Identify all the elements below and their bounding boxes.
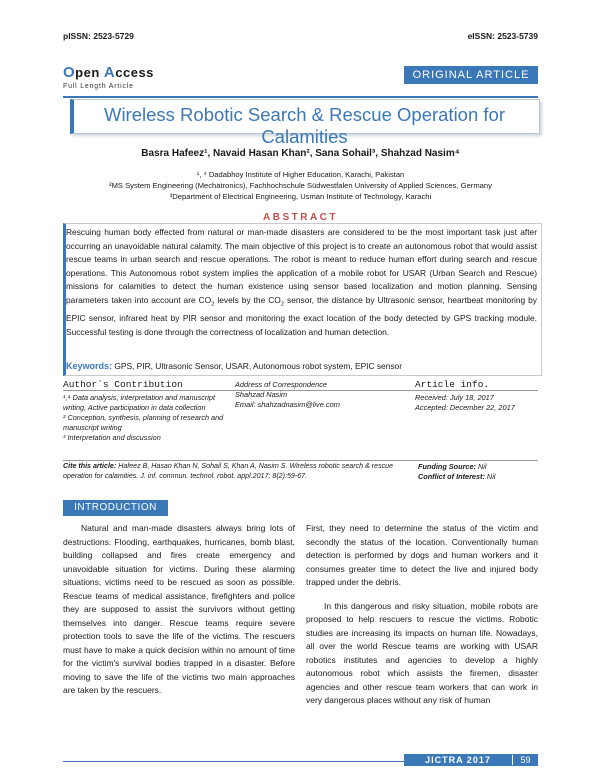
citation-block <box>63 462 408 481</box>
contribution-item: ¹,⁴ Data analysis, interpretation and manuscript writing, Active participation in data collection <box>63 393 216 412</box>
correspondence-name: Shahzad Nasim <box>235 390 288 399</box>
keywords-list: GPS, PIR, Ultrasonic Sensor, USAR, Autonomous robot system, EPIC sensor <box>112 361 402 371</box>
eissn-label: eISSN: 2523-5739 <box>467 31 538 41</box>
original-article-label: ORIGINAL ARTICLE <box>412 69 530 81</box>
correspondence-email: Email: shahzadnasim@live.com <box>235 400 340 409</box>
correspondence-heading: Address of Correspondence <box>235 380 328 389</box>
co2-subscript-2: 2 <box>280 301 285 308</box>
paper-title: Wireless Robotic Search & Rescue Operation for Calamities <box>103 104 505 147</box>
introduction-heading: INTRODUCTION <box>74 502 157 513</box>
funding-label: Funding Source: <box>418 462 476 471</box>
co2-subscript-1: 2 <box>211 301 215 308</box>
funding-source <box>418 462 538 472</box>
abstract-heading: ABSTRACT <box>263 212 338 223</box>
contribution-item: ³ Interpretation and discussion <box>63 433 161 442</box>
article-info-heading: Article info. <box>415 379 490 390</box>
intro-paragraph: Natural and man-made disasters always bring lots of destructions. Flooding, earthquakes, hurricanes, bomb blast, building collapsed and fires create emergency and unavoidable situation for victims. During these alarming situations, victims need to be rescued as soon as possible. Rescue teams of medical assistance, firefighters and police they are supposed to assist the survivors without getting themselves into danger. Rescue teams require severe protection tools to save the life of the victims. The rescuers must have to make a quick decision within no amount of time for the victim's survival bodies trapped in a disaster. Before moving to save the life of the victims two main approaches are taken by the rescuers. <box>63 523 295 695</box>
abstract-text <box>66 226 537 339</box>
intro-paragraph: First, they need to determine the status of the victim and secondly the status of the location. Conventionally human detection is performed by dogs and human workers and it consumes greater time to detect the live and injured body trapped under the debris. <box>306 523 538 587</box>
intro-paragraph: In this dangerous and risky situation, mobile robots are proposed to help rescuers to rescue the victims. Robotic studies are increasing its impacts on human life. Nowadays, all over the world Rescue teams are working with USAR robotics institutes and agencies to develop a highly autonomous robot which assists the firemen, disaster agencies and other rescue team workers that can work in very dangerous places without any risk of human <box>306 600 538 705</box>
pissn-label: pISSN: 2523-5729 <box>63 31 134 41</box>
open-access-a: A <box>103 64 116 81</box>
author-contributions <box>63 393 228 444</box>
funding-block <box>418 462 538 482</box>
received-date: Received: July 18, 2017 <box>415 393 494 402</box>
right-column <box>306 522 538 708</box>
funding-value: Nil <box>475 462 487 471</box>
full-length-article-label: Full Length Article <box>63 83 134 90</box>
abstract-text-part2: levels by the CO <box>214 294 281 305</box>
affiliation-2: ²MS System Engineering (Mechatronics), Fachhochschule Südwestfalen University of Applied Sciences, Germany <box>109 181 492 190</box>
open-access-o: O <box>63 64 76 81</box>
journal-name: JICTRA 2017 <box>425 755 491 765</box>
abstract-text-part3: sensor, the distance by Ultrasonic sensor, heartbeat monitoring by EPIC sensor, infrared heat by PIR sensor and monitoring the exact location of the body detected by GPS tracking module. Successful testing is done through the correctness of localization and human detection. <box>66 294 537 337</box>
correspondence-block <box>235 380 410 410</box>
author-contribution-heading: Author`s Contribution <box>63 379 183 390</box>
cite-text: Hafeez B, Hasan Khan N, Sohail S, Khan A, Nasim S. Wireless robotic search & rescue operation for calamities. J. inf. commun. technol. robot. appl.2017; 8(2):59-67. <box>63 462 394 480</box>
article-dates <box>415 393 540 413</box>
abstract-text-part1: Rescuing human body effected from natural or man-made disasters are considered to be the most important task just after occurring an unavoidable natural calamity. The main objective of this project is to create an autonomous robot that would assist rescue teams in urban search and rescue operations. The robot is meant to reduce human effort during search and rescue operations. This Autonomous robot system implies the application of a mobile robot for USAR (Urban Search and Rescue) missions for calamities to detect the human existence using sensor based localization and motion planning. Sensing parameters taken into account are CO <box>66 227 537 305</box>
cite-label: Cite this article: <box>63 462 117 470</box>
left-column <box>63 522 295 698</box>
header-rule <box>63 96 538 98</box>
open-access-ccess: ccess <box>115 65 154 80</box>
conflict-value: Nil <box>484 472 496 481</box>
affiliation-1: ¹, ⁴ Dadabhoy Institute of Higher Education, Karachi, Pakistan <box>196 170 405 179</box>
conflict-label: Conflict of Interest: <box>418 472 485 481</box>
keywords-line <box>66 361 537 371</box>
open-access-pen: pen <box>75 65 104 80</box>
page-number: 59 <box>520 755 531 765</box>
keywords-label: Keywords: <box>66 361 113 371</box>
open-access-label <box>63 64 154 81</box>
info-rule-bottom <box>63 460 538 461</box>
accepted-date: Accepted: December 22, 2017 <box>415 403 515 412</box>
contribution-item: ² Conception, synthesis, planning of research and manuscript writing <box>63 413 224 432</box>
author-list: Basra Hafeez¹, Navaid Hasan Khan², Sana Sohail³, Shahzad Nasim⁴ <box>141 148 460 159</box>
affiliation-3: ³Department of Electrical Engineering, Usman Institute of Technology, Karachi <box>169 192 432 201</box>
conflict-of-interest <box>418 472 538 482</box>
